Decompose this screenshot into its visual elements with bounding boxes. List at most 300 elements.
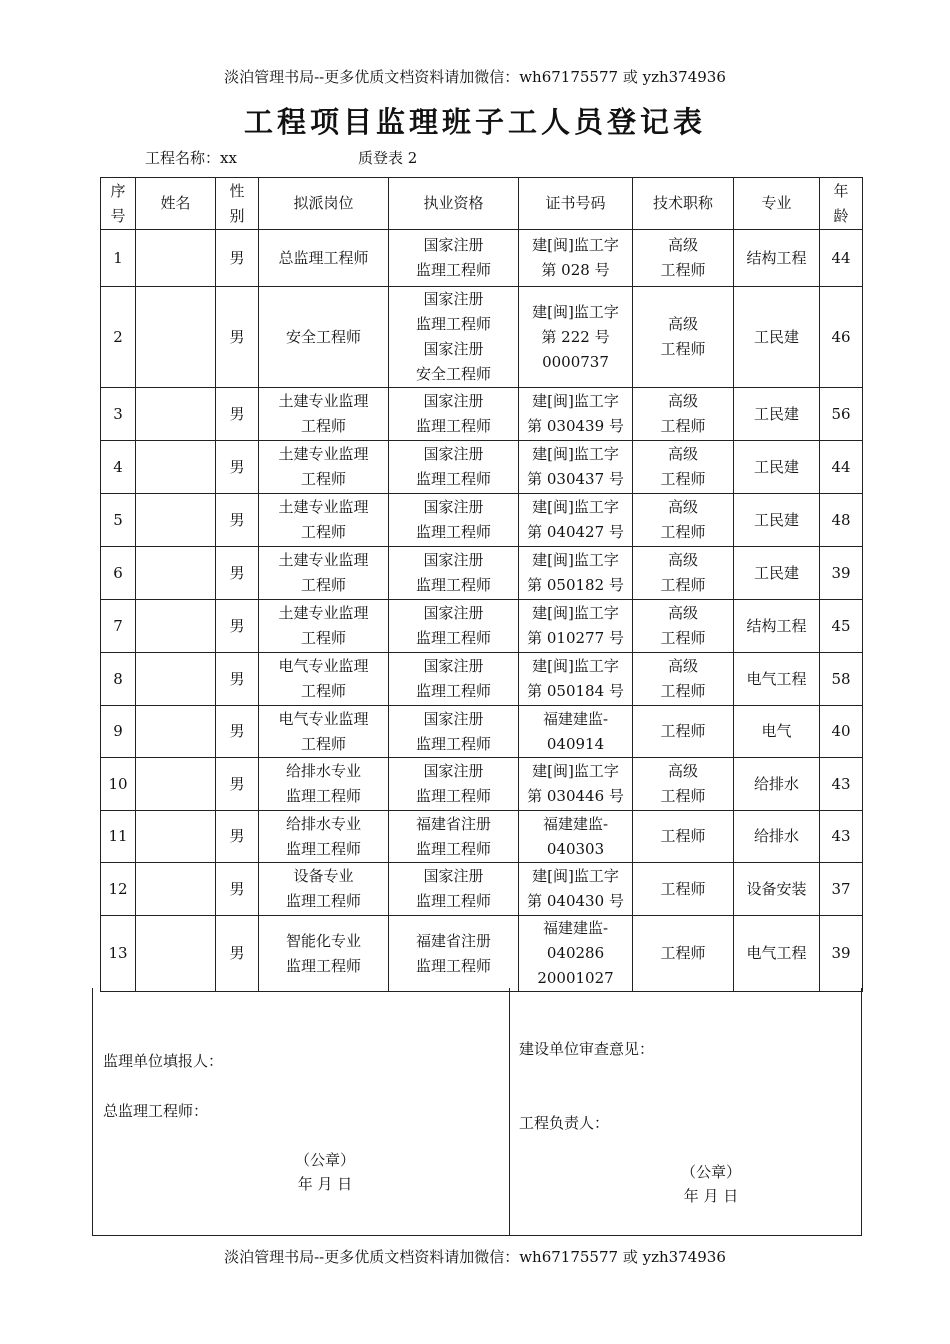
cell-text: 1 [113,248,123,267]
cell-line: 0000737 [542,352,609,371]
cell-line: 给排水专业 [285,814,361,833]
cell-line: 建[闽]监工字 [532,604,619,622]
header-text: 龄 [833,206,849,225]
col-qualification-cell [389,230,519,287]
cell-line: 电气工程 [746,669,807,688]
cell-line: 工民建 [753,327,799,346]
cell-line: 国家注册 [423,709,484,728]
cell-text: 8 [113,669,123,688]
col-name-cell [136,916,216,992]
cell-line: 监理工程师 [285,892,361,910]
right-date-label: 年 月 日 [683,1187,739,1205]
right-seal-label: （公章） [680,1163,741,1181]
col-name-cell [136,287,216,388]
cell-text: 男 [229,722,245,740]
review-label: 建设单位审查意见： [519,1040,655,1058]
col-no-cell [101,441,136,494]
col-no-cell [101,653,136,706]
col-name-cell [136,494,216,547]
col-major-cell [734,916,820,992]
cell-line: 给排水 [753,774,799,793]
col-qualification-cell [389,811,519,863]
header-text: 拟派岗位 [293,194,354,212]
col-no-cell [101,547,136,600]
col-major-cell [734,863,820,916]
table-row [101,653,863,706]
cell-line: 040914 [546,734,605,753]
cell-line: 国家注册 [423,604,484,622]
col-certificate-cell [519,388,633,441]
col-qualification-cell [389,653,519,706]
cell-line: 建[闽]监工字 [532,762,619,780]
cell-line: 工程师 [660,879,706,898]
col-gender-cell [216,494,259,547]
cell-text: 56 [831,404,851,423]
cell-text: 48 [831,510,851,529]
left-date-label: 年 月 日 [297,1175,353,1193]
cell-line: 第 028 号 [541,261,610,279]
cell-line: 工民建 [753,457,799,476]
col-name-cell [136,388,216,441]
cell-line: 监理工程师 [415,956,491,975]
cell-text: 男 [229,457,245,476]
cell-line: 安全工程师 [415,365,491,383]
col-gender-cell [216,863,259,916]
cell-line: 工程师 [660,417,706,435]
cell-line: 工程师 [300,417,346,435]
table-row [101,811,863,863]
cell-text: 10 [108,774,128,793]
cell-line: 高级 [667,498,698,516]
header-text: 号 [110,206,126,225]
cell-line: 第 050184 号 [527,682,624,700]
col-gender-cell [216,230,259,287]
cell-line: 高级 [667,762,698,780]
col-certificate-cell [519,287,633,388]
header-text: 序 [110,181,126,200]
cell-line: 监理工程师 [415,470,491,488]
cell-line: 土建专业监理 [278,498,369,516]
cell-line: 国家注册 [423,657,484,675]
cell-line: 工程师 [660,340,706,358]
col-name-cell [136,230,216,287]
cell-text: 11 [108,827,128,845]
col-major-cell [734,600,820,653]
cell-text: 58 [831,669,851,688]
cell-line: 第 040430 号 [527,892,624,910]
col-qualification-cell [389,600,519,653]
cell-line: 给排水 [753,827,799,845]
col-age-cell [820,230,863,287]
col-post-cell [259,706,389,758]
project-name: 工程名称：xx [145,149,237,167]
cell-line: 工程师 [300,470,346,488]
col-major-cell [734,653,820,706]
col-certificate-cell [519,494,633,547]
col-major-cell [734,811,820,863]
cell-text: 46 [831,327,851,346]
cell-line: 国家注册 [423,290,484,308]
col-age-cell [820,441,863,494]
col-qualification-cell [389,916,519,992]
col-name-cell [136,706,216,758]
cell-text: 44 [831,457,851,476]
col-age-cell [820,706,863,758]
cell-line: 建[闽]监工字 [532,867,619,885]
col-qualification-cell [389,547,519,600]
cell-line: 第 222 号 [541,327,610,346]
cell-text: 39 [831,944,851,962]
cell-text: 男 [229,879,245,898]
col-certificate-cell [519,916,633,992]
cell-text: 男 [229,248,245,267]
col-major-cell [734,441,820,494]
col-post-cell [259,811,389,863]
cell-text: 45 [831,616,851,635]
cell-line: 监理工程师 [415,576,491,594]
col-age-cell [820,547,863,600]
col-post-cell [259,916,389,992]
col-gender-cell [216,600,259,653]
col-post-cell [259,653,389,706]
cell-text: 37 [831,879,851,898]
cell-line: 国家注册 [423,867,484,885]
cell-line: 电气专业监理 [278,709,369,728]
cell-line: 监理工程师 [415,417,491,435]
cell-line: 工民建 [753,404,799,423]
cell-line: 国家注册 [423,392,484,410]
cell-line: 设备安装 [746,879,807,898]
col-tech-title-cell [633,287,734,388]
cell-line: 建[闽]监工字 [532,392,619,410]
cell-line: 高级 [667,236,698,254]
cell-line: 工民建 [753,510,799,529]
table-row [101,600,863,653]
cell-line: 工程师 [300,576,346,594]
col-post-cell [259,863,389,916]
owner-label: 工程负责人： [519,1114,610,1132]
col-no-header [101,178,136,230]
col-no-cell [101,916,136,992]
header-text: 别 [229,206,245,225]
cell-line: 监理工程师 [415,629,491,647]
table-row [101,706,863,758]
cell-text: 9 [113,722,123,740]
cell-line: 工程师 [660,722,706,740]
cell-line: 监理工程师 [285,956,361,975]
cell-line: 国家注册 [423,236,484,254]
cell-line: 监理工程师 [415,734,491,753]
cell-line: 土建专业监理 [278,445,369,463]
col-post-cell [259,758,389,811]
cell-line: 第 040427 号 [527,523,624,541]
col-qualification-cell [389,494,519,547]
cell-text: 43 [831,774,851,793]
col-gender-cell [216,547,259,600]
col-no-cell [101,230,136,287]
col-no-cell [101,706,136,758]
cell-line: 电气专业监理 [278,657,369,675]
cell-line: 监理工程师 [415,892,491,910]
cell-line: 工程师 [660,944,706,962]
col-qualification-cell [389,441,519,494]
cell-line: 工程师 [660,787,706,805]
cell-line: 工程师 [300,523,346,541]
cell-text: 男 [229,774,245,793]
table-row [101,863,863,916]
col-tech-title-cell [633,653,734,706]
cell-line: 第 030446 号 [527,787,624,805]
col-major-header [734,178,820,230]
col-post-cell [259,388,389,441]
col-tech-title-cell [633,811,734,863]
col-post-cell [259,494,389,547]
cell-text: 男 [229,563,245,582]
page-title: 工程项目监理班子工人员登记表 [243,105,706,139]
col-name-header [136,178,216,230]
registration-table [100,177,863,992]
cell-line: 结构工程 [746,248,807,267]
cell-line: 第 050182 号 [527,576,624,594]
col-major-cell [734,494,820,547]
cell-line: 电气 [761,722,792,740]
cell-text: 6 [113,563,123,582]
col-gender-cell [216,388,259,441]
cell-line: 工程师 [660,470,706,488]
cell-text: 男 [229,404,245,423]
cell-line: 高级 [667,445,698,463]
cell-line: 智能化专业 [285,931,361,950]
cell-line: 国家注册 [423,551,484,569]
col-tech-title-cell [633,600,734,653]
cell-line: 工程师 [660,261,706,279]
col-age-cell [820,811,863,863]
col-gender-cell [216,811,259,863]
header-text: 专业 [761,194,792,212]
cell-line: 高级 [667,604,698,622]
col-age-cell [820,388,863,441]
cell-text: 43 [831,827,851,845]
col-age-cell [820,653,863,706]
col-tech-title-cell [633,388,734,441]
col-tech-title-cell [633,494,734,547]
approval-section [92,988,862,1236]
header-text: 年 [833,181,849,200]
cell-text: 男 [229,510,245,529]
cell-line: 建[闽]监工字 [532,302,619,321]
col-major-cell [734,388,820,441]
cell-line: 工程师 [660,576,706,594]
cell-text: 2 [113,327,123,346]
cell-line: 建[闽]监工字 [532,236,619,254]
section-divider [509,988,510,1235]
col-certificate-cell [519,706,633,758]
cell-line: 安全工程师 [285,327,361,346]
table-body [101,230,863,992]
col-tech-title-cell [633,916,734,992]
col-tech-title-cell [633,706,734,758]
cell-line: 监理工程师 [415,839,491,858]
cell-text: 3 [113,404,123,423]
col-post-cell [259,230,389,287]
cell-line: 监理工程师 [285,839,361,858]
cell-text: 男 [229,669,245,688]
col-qualification-cell [389,388,519,441]
cell-line: 工程师 [660,523,706,541]
cell-line: 福建建监- [542,709,609,728]
cell-line: 高级 [667,315,698,333]
col-gender-cell [216,916,259,992]
col-certificate-cell [519,230,633,287]
col-post-header [259,178,389,230]
col-certificate-cell [519,811,633,863]
header-text: 性 [229,181,245,200]
cell-line: 国家注册 [423,340,484,358]
table-row [101,230,863,287]
col-no-cell [101,287,136,388]
table-row [101,494,863,547]
reporter-label: 监理单位填报人： [103,1052,224,1070]
col-major-cell [734,547,820,600]
col-age-header [820,178,863,230]
cell-line: 建[闽]监工字 [532,498,619,516]
cell-line: 建[闽]监工字 [532,657,619,675]
header-note: 淡泊管理书局--更多优质文档资料请加微信：wh67175577 或 yzh374936 [224,68,726,86]
col-gender-header [216,178,259,230]
col-name-cell [136,863,216,916]
header-text: 技术职称 [652,194,713,212]
col-gender-cell [216,653,259,706]
col-no-cell [101,494,136,547]
cell-text: 7 [113,616,123,635]
cell-line: 国家注册 [423,762,484,780]
cell-text: 男 [229,827,245,845]
cell-line: 国家注册 [423,498,484,516]
cell-line: 工程师 [300,682,346,700]
cell-line: 建[闽]监工字 [532,551,619,569]
cell-text: 男 [229,616,245,635]
cell-line: 福建建监- [542,814,609,833]
col-certificate-cell [519,863,633,916]
col-certificate-cell [519,758,633,811]
cell-line: 给排水专业 [285,762,361,780]
cell-line: 工程师 [300,629,346,647]
col-post-cell [259,441,389,494]
cell-line: 土建专业监理 [278,551,369,569]
col-no-cell [101,388,136,441]
col-tech-title-cell [633,863,734,916]
col-major-cell [734,230,820,287]
cell-line: 监理工程师 [415,523,491,541]
col-name-cell [136,758,216,811]
left-seal-label: （公章） [294,1151,355,1169]
col-name-cell [136,441,216,494]
cell-line: 工程师 [660,629,706,647]
col-age-cell [820,600,863,653]
cell-line: 设备专业 [293,867,354,885]
cell-text: 5 [113,510,123,529]
col-qualification-header [389,178,519,230]
col-no-cell [101,863,136,916]
cell-text: 13 [108,944,128,962]
table-row [101,547,863,600]
cell-line: 监理工程师 [415,261,491,279]
col-name-cell [136,547,216,600]
col-certificate-header [519,178,633,230]
col-major-cell [734,287,820,388]
header-text: 姓名 [160,194,191,212]
col-gender-cell [216,441,259,494]
col-gender-cell [216,287,259,388]
cell-line: 20001027 [537,969,614,987]
col-tech-title-cell [633,441,734,494]
table-row [101,916,863,992]
col-certificate-cell [519,600,633,653]
cell-line: 工民建 [753,563,799,582]
col-tech-title-cell [633,547,734,600]
col-gender-cell [216,758,259,811]
cell-line: 电气工程 [746,944,807,962]
cell-line: 工程师 [660,682,706,700]
col-age-cell [820,494,863,547]
cell-text: 40 [831,722,851,740]
cell-line: 第 030439 号 [527,417,624,435]
cell-line: 国家注册 [423,445,484,463]
header-text: 证书号码 [545,194,606,212]
col-no-cell [101,600,136,653]
cell-text: 4 [113,457,123,476]
table-row [101,388,863,441]
cell-line: 040303 [546,839,605,858]
col-age-cell [820,758,863,811]
table-row [101,287,863,388]
col-certificate-cell [519,441,633,494]
table-header-row [101,178,863,230]
col-post-cell [259,600,389,653]
cell-line: 高级 [667,551,698,569]
col-post-cell [259,547,389,600]
col-tech-title-header [633,178,734,230]
col-name-cell [136,811,216,863]
cell-line: 监理工程师 [285,787,361,805]
cell-line: 监理工程师 [415,315,491,333]
col-qualification-cell [389,758,519,811]
cell-text: 12 [108,879,128,898]
cell-line: 土建专业监理 [278,604,369,622]
cell-line: 高级 [667,657,698,675]
col-post-cell [259,287,389,388]
cell-text: 39 [831,563,851,582]
cell-line: 福建省注册 [415,814,491,833]
footer-note: 淡泊管理书局--更多优质文档资料请加微信：wh67175577 或 yzh374936 [224,1248,726,1266]
col-tech-title-cell [633,230,734,287]
chief-engineer-label: 总监理工程师： [103,1102,209,1120]
cell-line: 第 010277 号 [527,629,624,647]
cell-text: 男 [229,944,245,962]
col-no-cell [101,758,136,811]
cell-text: 44 [831,248,851,267]
cell-line: 工程师 [300,734,346,753]
col-name-cell [136,600,216,653]
table-row [101,758,863,811]
col-major-cell [734,706,820,758]
cell-line: 建[闽]监工字 [532,445,619,463]
cell-line: 第 030437 号 [527,470,624,488]
cell-line: 结构工程 [746,616,807,635]
form-code: 质登表 2 [358,149,418,167]
col-major-cell [734,758,820,811]
cell-line: 工程师 [660,827,706,845]
